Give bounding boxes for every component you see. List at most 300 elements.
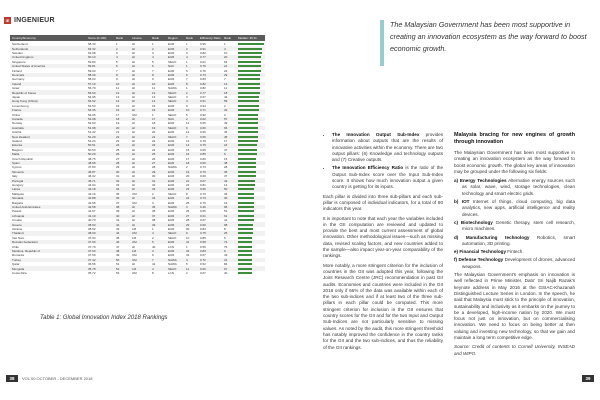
efficiency-rank-cell: 28 [224,165,228,170]
income-cell: HI [132,147,135,152]
income-rank-cell: 40 [152,244,156,249]
region-cell: NAWA [168,205,177,210]
score-bar [238,122,258,124]
score-cell: 59.63 [88,68,96,73]
country-cell: Viet Nam [12,235,25,240]
income-rank-cell: 12 [152,90,156,95]
score-cell: 56.63 [88,90,96,95]
rank-cell: 50 [116,257,120,262]
efficiency-rank-cell: 50 [224,187,228,192]
income-cell: HI [132,187,135,192]
efficiency-cell: 0.58 [200,240,206,245]
income-rank-cell: 35 [152,205,156,210]
efficiency-rank-cell: 7 [224,77,226,82]
income-cell: HI [132,46,135,51]
region-rank-cell: 19 [186,169,190,174]
income-cell: HI [132,178,135,183]
country-cell: France [12,108,22,113]
income-rank-cell: 38 [152,218,156,223]
country-cell: Malta [12,152,20,157]
efficiency-cell: 0.73 [200,165,206,170]
country-cell: Canada [12,117,23,122]
income-rank-cell: 6 [152,64,154,69]
income-rank-cell: 14 [152,99,156,104]
score-cell: 40.73 [88,218,96,223]
region-cell: EUR [168,227,175,232]
income-rank-cell: 34 [152,196,156,201]
income-rank-cell: 4 [152,266,154,271]
rank-cell: 2 [116,46,118,51]
score-cell: 54.53 [88,103,96,108]
income-cell: HI [132,139,135,144]
rank-cell: 49 [116,253,120,258]
efficiency-cell: 0.76 [200,68,206,73]
region-rank-cell: 17 [186,156,190,161]
region-cell: EUR [168,161,175,166]
rank-cell: 16 [116,108,120,113]
efficiency-rank-cell: 76 [224,244,228,249]
score-cell: 43.16 [88,191,96,196]
region-rank-cell: 10 [186,108,190,113]
income-cell: HI [132,86,135,91]
region-cell: EUR [168,213,175,218]
score-bar [238,166,256,168]
efficiency-cell: 0.66 [200,161,206,166]
country-cell: Denmark [12,73,25,78]
score-bar [238,219,254,221]
efficiency-cell: 0.72 [200,257,206,262]
region-rank-cell: 5 [186,68,188,73]
income-rank-cell: 28 [152,165,156,170]
header-region: Region [168,35,178,40]
score-cell: 68.40 [88,42,96,47]
quote-bar [380,20,384,66]
article-column-3 [454,132,575,360]
region-rank-cell: 8 [186,191,188,196]
item-title: Biotechnology [460,219,493,225]
income-rank-cell: 7 [152,68,154,73]
score-bar [238,74,260,76]
rank-cell: 24 [116,143,120,148]
score-bar [238,61,261,63]
income-cell: UM [132,112,137,117]
efficiency-rank-cell: 6 [224,152,226,157]
income-rank-cell: 10 [152,81,156,86]
income-cell: HI [132,125,135,130]
score-cell: 52.98 [88,117,96,122]
efficiency-rank-cell: 22 [224,68,228,73]
country-cell: Singapore [12,59,26,64]
income-cell: HI [132,209,135,214]
score-bar [238,184,255,186]
efficiency-rank-cell: 37 [224,174,228,179]
score-cell: 38.52 [88,227,96,232]
efficiency-rank-cell: 5 [224,235,226,240]
efficiency-cell: 0.67 [200,218,206,223]
region-rank-cell: 3 [186,95,188,100]
rank-cell: 47 [116,244,120,249]
rank-cell: 22 [116,134,120,139]
score-cell: 57.19 [88,81,96,86]
efficiency-rank-cell: 35 [224,169,228,174]
income-cell: HI [132,99,135,104]
income-cell: HI [132,81,135,86]
income-rank-cell: 8 [152,73,154,78]
rank-cell: 29 [116,165,120,170]
income-rank-cell: 3 [152,249,154,254]
score-cell: 43.18 [88,187,96,192]
efficiency-cell: 0.94 [200,103,206,108]
efficiency-rank-cell: 49 [224,121,228,126]
score-bar [238,171,256,173]
region-cell: EUR [168,253,175,258]
efficiency-rank-cell: 1 [224,42,226,47]
income-cell: HI [132,59,135,64]
income-rank-cell: 24 [152,147,156,152]
bullet-efficiency-title: The Innovation Efficiency Ratio [332,165,404,171]
rank-cell: 11 [116,86,120,91]
region-rank-cell: 9 [186,231,188,236]
paragraph: It is important to note that each year the variables included in the GII computation are reviewed and updated to provide the best and most current assessment of global innovation. Other methodological issues—such as missing data, revised scaling factors, and new countries added to the sample—also impact year-on-year comparability of the rankings. [323,215,443,259]
country-cell: Qatar [12,262,20,267]
efficiency-cell: 0.70 [200,169,206,174]
efficiency-rank-cell: 47 [224,147,228,152]
region-cell: SEAO [168,134,177,139]
efficiency-cell: 0.84 [200,227,206,232]
income-rank-cell: 3 [152,51,154,56]
income-rank-cell: 18 [152,121,156,126]
region-rank-cell: 5 [186,112,188,117]
score-bar [238,87,260,89]
region-cell: EUR [168,178,175,183]
efficiency-rank-cell: 11 [224,86,228,91]
score-cell: 59.83 [88,59,96,64]
region-cell: EUR [168,222,175,227]
income-rank-cell: 36 [152,209,156,214]
region-rank-cell: 6 [186,73,188,78]
efficiency-rank-cell: 67 [224,266,228,271]
score-bar [238,144,257,146]
region-rank-cell: 23 [186,187,190,192]
score-bar [238,140,258,142]
income-rank-cell: 27 [152,161,156,166]
income-cell: HI [132,244,135,249]
page-number-left: 38 [6,375,18,382]
score-cell: 50.50 [88,147,96,152]
innovation-field-item [454,257,575,270]
region-rank-cell: 33 [186,253,190,258]
efficiency-rank-cell: 45 [224,134,228,139]
header-efficiency: Efficiency Ratio [200,35,221,40]
innovation-field-item [454,235,575,248]
rank-cell: 25 [116,147,120,152]
efficiency-rank-cell: 36 [224,191,228,196]
income-rank-cell: 17 [152,117,156,122]
score-bar [238,197,254,199]
country-cell: Hungary [12,183,24,188]
score-bar [238,162,256,164]
score-bar [238,109,259,111]
paragraph: Each pillar is divided into three sub-pillars and each sub-pillar is composed of individual indicators, for a total of 80 indicators this year. [323,193,443,212]
region-rank-cell: 4 [186,99,188,104]
region-cell: SEAO [168,266,177,271]
region-cell: EUR [168,174,175,179]
efficiency-cell: 0.79 [200,200,206,205]
score-bar [238,237,252,239]
income-cell: LM [132,249,137,254]
score-cell: 51.98 [88,125,96,130]
efficiency-cell: 0.82 [200,81,206,86]
item-title: Financial Technology [459,249,506,255]
income-rank-cell: 21 [152,134,156,139]
income-cell: UM [132,191,137,196]
efficiency-rank-cell: 9 [224,249,226,254]
efficiency-rank-cell: 21 [224,64,228,69]
efficiency-rank-cell: 18 [224,90,228,95]
score-cell: 63.32 [88,46,96,51]
efficiency-cell: 0.67 [200,271,206,276]
region-rank-cell: 11 [186,266,190,271]
score-cell: 37.63 [88,249,96,254]
efficiency-rank-cell: 66 [224,125,228,130]
rank-cell: 13 [116,95,120,100]
rank-cell: 12 [116,90,120,95]
score-bar [238,202,254,204]
country-cell: Austria [12,130,22,135]
region-cell: EUR [168,183,175,188]
efficiency-cell: 0.76 [200,64,206,69]
score-cell: 38.93 [88,222,96,227]
income-rank-cell: 6 [152,253,154,258]
score-cell: 58.39 [88,73,96,78]
region-cell: EUR [168,108,175,113]
efficiency-rank-cell: 68 [224,222,228,227]
country-cell: Norway [12,121,23,126]
region-cell: NAWA [168,257,177,262]
header-efficiency-rank: Rank [224,35,232,40]
region-rank-cell: 32 [186,249,190,254]
efficiency-cell: 0.60 [200,266,206,271]
bullet-output-title: The Innovation Output Sub-Index [332,132,420,137]
income-cell: HI [132,73,135,78]
income-cell: HI [132,174,135,179]
score-cell: 54.36 [88,108,96,113]
region-cell: EUR [168,156,175,161]
income-cell: HI [132,161,135,166]
innovation-field-item [454,178,575,197]
score-cell: 42.58 [88,205,96,210]
country-cell: Estonia [12,143,23,148]
region-cell: EUR [168,209,175,214]
score-cell: 37.90 [88,240,96,245]
efficiency-rank-cell: 31 [224,257,228,262]
region-rank-cell: 12 [186,130,190,135]
efficiency-rank-cell: 95 [224,205,228,210]
rank-cell: 53 [116,271,120,276]
efficiency-cell: 0.67 [200,178,206,183]
income-cell: HI [132,143,135,148]
income-rank-cell: 31 [152,178,156,183]
efficiency-cell: 0.91 [200,46,206,51]
score-cell: 35.78 [88,266,96,271]
region-cell: EUR [168,81,175,86]
region-rank-cell: 7 [186,77,188,82]
score-cell: 50.29 [88,152,96,157]
income-rank-cell: 23 [152,143,156,148]
header-median: Median: 35.11 [238,35,257,40]
rank-cell: 43 [116,227,120,232]
efficiency-cell: 0.46 [200,205,206,210]
table-caption: Table 1: Global Innovation Index 2018 Rankings [40,315,168,321]
country-cell: Iceland [12,139,22,144]
rank-cell: 39 [116,209,120,214]
item-label: d) [454,234,459,240]
income-cell: HI [132,103,135,108]
region-cell: LCN [168,271,175,276]
country-cell: Sweden [12,51,23,56]
efficiency-cell: 0.62 [200,117,206,122]
region-rank-cell: 3 [186,51,188,56]
item-label: f) [454,257,458,263]
country-cell: Republic of Korea [12,90,36,95]
score-bar [238,210,254,212]
income-rank-cell: 20 [152,130,156,135]
income-cell: HI [132,183,135,188]
region-cell: EUR [168,77,175,82]
region-cell: EUR [168,169,175,174]
efficiency-cell: 0.66 [200,187,206,192]
efficiency-rank-cell: 72 [224,240,228,245]
efficiency-rank-cell: 30 [224,196,228,201]
score-bar [238,158,256,160]
income-rank-cell: 1 [152,227,154,232]
country-cell: Chile [12,244,19,249]
innovation-field-item [454,249,575,255]
region-rank-cell: 3 [186,205,188,210]
item-text: Robotics, smart automation, 3D printing. [462,234,576,246]
region-rank-cell: 10 [186,235,190,240]
efficiency-rank-cell: 12 [224,81,228,86]
country-cell: Finland [12,68,22,73]
country-cell: Latvia [12,187,21,192]
income-rank-cell: 2 [152,235,154,240]
region-cell: NAWA [168,262,177,267]
innovation-fields-list [454,178,575,270]
region-rank-cell: 11 [186,121,190,126]
header-income: Income [132,35,142,40]
region-rank-cell: 14 [186,143,190,148]
country-cell: Mongolia [12,266,25,271]
rank-cell: 14 [116,99,120,104]
score-cell: 58.03 [88,77,96,82]
score-bar [238,224,253,226]
item-label: c) [454,219,459,225]
efficiency-cell: 0.61 [200,59,206,64]
region-rank-cell: 24 [186,196,190,201]
rank-cell: 6 [116,64,118,69]
header-rank: Rank [116,35,124,40]
income-cell: LM [132,266,137,271]
rank-cell: 44 [116,231,120,236]
efficiency-cell: 0.83 [200,249,206,254]
efficiency-cell: 0.52 [200,262,206,267]
score-bar [238,246,252,248]
rank-cell: 5 [116,59,118,64]
country-cell: Luxembourg [12,103,29,108]
efficiency-rank-cell: 43 [224,253,228,258]
rank-cell: 40 [116,213,120,218]
country-cell: Poland [12,209,22,214]
efficiency-cell: 0.65 [200,121,206,126]
efficiency-cell: 0.61 [200,99,206,104]
rank-cell: 1 [116,42,118,47]
efficiency-rank-cell: 84 [224,262,228,267]
rank-cell: 31 [116,174,120,179]
region-rank-cell: 16 [186,152,190,157]
efficiency-rank-cell: 2 [224,103,226,108]
region-cell: SEAO [168,59,177,64]
country-cell: Turkey [12,257,22,262]
rank-cell: 21 [116,130,120,135]
region-rank-cell: 30 [186,227,190,232]
income-rank-cell: 26 [152,156,156,161]
income-rank-cell: 25 [152,152,156,157]
region-cell: EUR [168,152,175,157]
item-text: Alternative energy sources such as solar, wave, wind, storage technologies, clean technology and smart electric grids. [462,178,575,196]
bullet-output [332,132,443,163]
score-cell: 37.42 [88,257,96,262]
region-rank-cell: 4 [186,257,188,262]
header-country: Country/Economy [12,35,36,40]
score-cell: 41.19 [88,213,96,218]
region-rank-cell: 6 [186,125,188,130]
country-cell: Ireland [12,81,22,86]
country-cell: Germany [12,77,25,82]
income-cell: HI [132,95,135,100]
region-rank-cell: 2 [186,90,188,95]
rank-cell: 36 [116,196,120,201]
score-bar [238,153,257,155]
rank-cell: 48 [116,249,120,254]
efficiency-cell: 0.82 [200,86,206,91]
efficiency-cell: 0.81 [200,183,206,188]
region-cell: EUR [168,130,175,135]
region-rank-cell: 25 [186,200,190,205]
region-cell: EUR [168,196,175,201]
region-cell: EUR [168,46,175,51]
efficiency-rank-cell: 29 [224,73,228,78]
rank-cell: 34 [116,187,120,192]
header-region-rank: Rank [186,35,194,40]
region-cell: EUR [168,103,175,108]
region-rank-cell: 7 [186,134,188,139]
score-bar [238,272,252,274]
income-cell: HI [132,262,135,267]
source-credit: Source: Credit of contents to Cornell University, INSEAD and WIPO. [454,344,575,356]
efficiency-cell: 0.70 [200,191,206,196]
score-bar [238,263,252,265]
income-rank-cell: 8 [152,271,154,276]
efficiency-cell: 0.79 [200,139,206,144]
efficiency-cell: 0.66 [200,134,206,139]
efficiency-cell: 0.80 [200,156,206,161]
region-rank-cell: 1 [186,244,188,249]
rank-cell: 42 [116,222,120,227]
item-label: e) [454,249,459,255]
score-cell: 48.68 [88,161,96,166]
efficiency-cell: 0.73 [200,73,206,78]
region-cell: SEAO [168,125,177,130]
